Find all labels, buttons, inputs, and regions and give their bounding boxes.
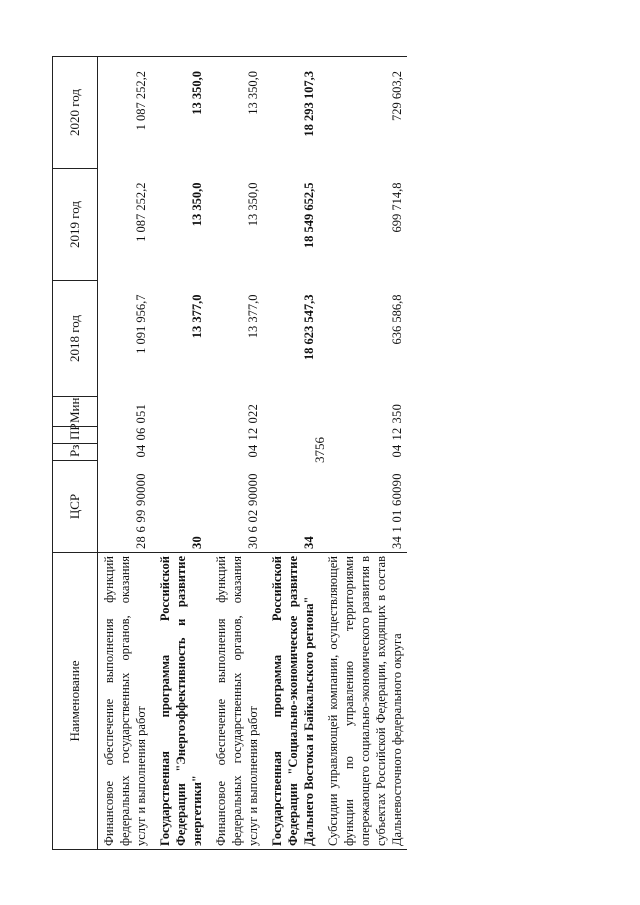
table-header-row xyxy=(53,57,98,850)
row-pr: 12 xyxy=(246,427,260,441)
row-2019: 1 087 252,2 xyxy=(134,182,148,242)
table-row xyxy=(98,57,155,850)
row-min xyxy=(266,397,322,427)
row-name: Государственная программа Российской Федерации "Энергоэффективность и развитие энергетики" xyxy=(154,553,210,850)
header-min: Мин xyxy=(53,397,98,427)
row-2019: 13 350,0 xyxy=(190,182,204,227)
row-2018: 636 586,8 xyxy=(390,294,404,345)
row-min: 350 xyxy=(390,403,404,424)
row-2020: 13 350,0 xyxy=(210,57,266,169)
row-2019: 13 350,0 xyxy=(246,182,260,227)
header-rz: Рз xyxy=(53,444,98,461)
row-name: Финансовое обеспечение выполнения функций федеральных государственных органов, оказания услуг и выполнения работ xyxy=(98,553,155,850)
row-name: Государственная программа Российской Федерации "Социально-экономическое развитие Дальнего Востока и Байкальского региона" xyxy=(266,553,322,850)
row-rz: 04 xyxy=(246,444,260,458)
row-pr xyxy=(154,427,210,444)
page-number: 3756 xyxy=(312,437,327,463)
row-2018: 18 623 547,3 xyxy=(302,294,316,361)
row-2020: 729 603,2 xyxy=(322,57,407,169)
row-rz xyxy=(154,444,210,461)
row-name: Финансовое обеспечение выполнения функций федеральных государственных органов, оказания услуг и выполнения работ xyxy=(210,553,266,850)
budget-table xyxy=(52,56,407,850)
header-2019: 2019 год xyxy=(53,169,98,281)
row-csr: 30 6 02 90000 xyxy=(246,473,260,549)
row-2019: 699 714,8 xyxy=(390,182,404,233)
row-csr: 30 xyxy=(190,535,204,549)
header-pr: ПР xyxy=(53,427,98,444)
header-2018: 2018 год xyxy=(53,281,98,397)
row-min xyxy=(154,397,210,427)
row-2020: 18 293 107,3 xyxy=(266,57,322,169)
row-csr: 28 6 99 90000 xyxy=(134,473,148,549)
header-2020: 2020 год xyxy=(53,57,98,169)
row-min: 051 xyxy=(134,403,148,424)
budget-table-sheet xyxy=(52,57,600,850)
table-row xyxy=(154,57,210,850)
row-rz: 04 xyxy=(390,444,404,458)
table-row xyxy=(322,57,407,850)
header-csr: ЦСР xyxy=(53,461,98,553)
row-min: 022 xyxy=(246,403,260,424)
row-2019: 18 549 652,5 xyxy=(302,182,316,249)
table-row xyxy=(210,57,266,850)
row-2020: 1 087 252,2 xyxy=(98,57,155,169)
row-name: Субсидии управляющей компании, осуществляющей функции по управлению территориями опережающего социально-экономического развития в субъектах Российской Федерации, входящих в состав Дальневосточного федерального округа xyxy=(322,553,407,850)
row-csr: 34 1 01 60090 xyxy=(390,473,404,549)
row-pr xyxy=(266,427,322,444)
table-row xyxy=(266,57,322,850)
row-pr: 06 xyxy=(134,427,148,441)
header-name: Наименование xyxy=(53,553,98,850)
row-pr: 12 xyxy=(390,427,404,441)
row-2018: 13 377,0 xyxy=(190,294,204,339)
row-rz xyxy=(266,444,322,461)
row-2018: 13 377,0 xyxy=(246,294,260,339)
row-2020: 13 350,0 xyxy=(154,57,210,169)
row-2018: 1 091 956,7 xyxy=(134,294,148,354)
row-rz: 04 xyxy=(134,444,148,458)
row-csr: 34 xyxy=(302,535,316,549)
